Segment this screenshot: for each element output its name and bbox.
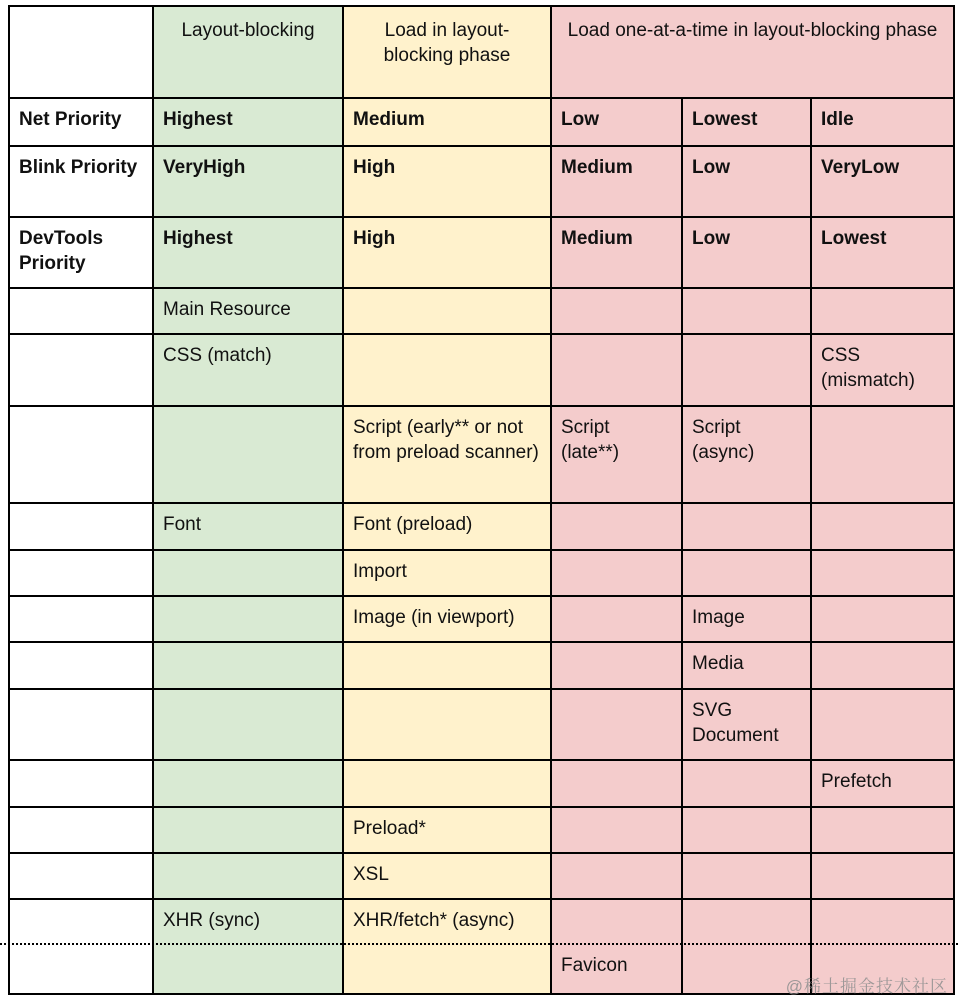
table-cell [153,642,343,689]
table-cell [551,899,682,945]
table-cell [9,899,153,945]
row-css [9,334,954,406]
table-cell: Favicon [551,945,682,994]
table-cell: Prefetch [811,760,954,807]
table-cell: Import [343,550,551,596]
table-cell [343,689,551,760]
row-font [9,503,954,550]
row-header [9,6,954,98]
table-cell [9,945,153,994]
table-cell: Media [682,642,811,689]
table-cell [551,689,682,760]
table-cell: Script (late**) [551,406,682,503]
table-cell: Net Priority [9,98,153,146]
table-cell [811,853,954,899]
table-cell [153,945,343,994]
watermark: @稀土掘金技术社区 [785,977,948,996]
table-cell: Low [551,98,682,146]
table-cell [811,288,954,334]
table-cell [343,288,551,334]
table-cell [811,550,954,596]
row-svg-document [9,689,954,760]
table-cell [682,503,811,550]
table-cell [811,596,954,642]
table-cell [9,334,153,406]
table-cell [9,550,153,596]
table-cell: Medium [551,146,682,217]
table-cell [682,853,811,899]
table-cell [343,642,551,689]
table-cell: Blink Priority [9,146,153,217]
table-cell: Low [682,146,811,217]
table-cell [9,288,153,334]
row-main-resource [9,288,954,334]
table-cell [551,334,682,406]
page-break-dotted-line [0,943,960,945]
table-cell: VeryLow [811,146,954,217]
table-cell: Image [682,596,811,642]
table-cell: VeryHigh [153,146,343,217]
table-cell [811,642,954,689]
row-import [9,550,954,596]
table-cell: CSS (match) [153,334,343,406]
table-cell [343,334,551,406]
table-cell [551,503,682,550]
table-cell: XSL [343,853,551,899]
table-cell [153,689,343,760]
table-cell [9,503,153,550]
table-cell [9,760,153,807]
row-image-viewport [9,596,954,642]
table-cell: Lowest [811,217,954,288]
table-cell: Idle [811,98,954,146]
table-cell: High [343,146,551,217]
table-cell [811,689,954,760]
table-cell [343,945,551,994]
table-cell [682,334,811,406]
table-cell [153,760,343,807]
row-xhr [9,899,954,945]
table-cell [551,596,682,642]
table-cell: Highest [153,217,343,288]
table-cell [153,853,343,899]
table-cell: SVG Document [682,689,811,760]
table-cell: Script (early** or not from preload scanner) [343,406,551,503]
table-cell: DevTools Priority [9,217,153,288]
table-cell: XHR/fetch* (async) [343,899,551,945]
table-cell [9,6,153,98]
table-cell [551,642,682,689]
table-cell [551,760,682,807]
table-cell: High [343,217,551,288]
table-cell [811,406,954,503]
table-cell: Script (async) [682,406,811,503]
table-cell [153,807,343,853]
table-cell [9,689,153,760]
table-cell [153,406,343,503]
table-cell [551,550,682,596]
row-xsl [9,853,954,899]
row-media [9,642,954,689]
table-cell: Font (preload) [343,503,551,550]
table-cell: Low [682,217,811,288]
table-cell: Layout-blocking [153,6,343,98]
table-cell [811,503,954,550]
table-cell [811,807,954,853]
table-cell [551,288,682,334]
table-cell [551,807,682,853]
table-cell [811,899,954,945]
table-cell: Preload* [343,807,551,853]
table-cell [9,807,153,853]
table-cell: Lowest [682,98,811,146]
table-cell: Font [153,503,343,550]
row-devtools-priority [9,217,954,288]
table-cell [153,596,343,642]
table-cell: Medium [343,98,551,146]
row-prefetch [9,760,954,807]
table-cell: XHR (sync) [153,899,343,945]
table-cell [9,406,153,503]
row-script [9,406,954,503]
table-cell: CSS (mismatch) [811,334,954,406]
table-cell [343,760,551,807]
table-cell [682,288,811,334]
table-cell [153,550,343,596]
table-cell [682,760,811,807]
priority-table [8,5,955,995]
table-cell: Image (in viewport) [343,596,551,642]
row-blink-priority [9,146,954,217]
table-cell [551,853,682,899]
table-cell [682,899,811,945]
table-cell [9,596,153,642]
table-cell [682,807,811,853]
table-cell: Medium [551,217,682,288]
table-cell: Load in layout-blocking phase [343,6,551,98]
table-cell [682,550,811,596]
table-cell: Highest [153,98,343,146]
row-net-priority [9,98,954,146]
row-preload [9,807,954,853]
table-cell [9,853,153,899]
table-cell [9,642,153,689]
table-cell: Main Resource [153,288,343,334]
table-cell: Load one-at-a-time in layout-blocking phase [551,6,954,98]
